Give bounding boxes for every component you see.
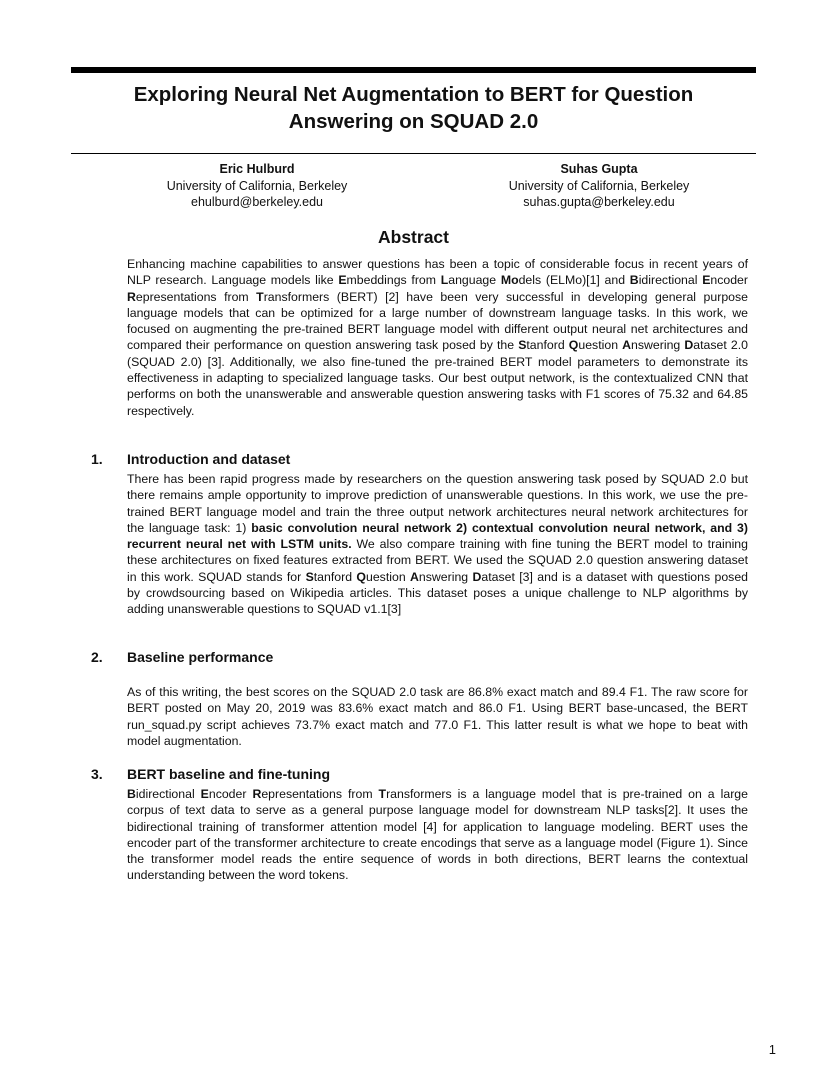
abstract-text: Enhancing machine capabilities to answer questions has been a topic of considerable focus in recent years of NLP research. Language models like Embeddings from Language Models (ELMo)[1] and Bidirectional Encoder Representations from Transformers (BERT) [2] have been very successful in developing general purpose language models that can be optimized for a large number of downstream language tasks. In this work, we focused on augmenting the pre-trained BERT language model with different output neural net architectures and compared their performance on question answering task posed by the Stanford Question Answering Dataset 2.0 (SQUAD 2.0) [3]. Additionally, we also fine-tuned the pre-trained BERT model parameters to demonstrate its effectiveness in adapting to specialized language tasks. Our best output network, is the contextualized CNN that performs on both the unanswerable and answerable question answering tasks with F1 scores of 75.32 and 64.85 respectively. [127,257,748,418]
paper-title [71,81,756,135]
author-affiliation: University of California, Berkeley [508,178,690,193]
title-line-2: Answering on SQUAD 2.0 [288,110,539,133]
top-rule [71,67,756,73]
section-title: BERT baseline and fine-tuning [127,766,331,782]
section-body: There has been rapid progress made by researchers on the question answering task posed by SQUAD 2.0 but there remains ample opportunity to improve prediction of unanswerable questions. In this work, we use the pre-trained BERT language model and train the three output network architectures neural network architectures for the language task: 1) basic convolution neural network 2) contextual convolution neural network, and 3) recurrent neural net with LSTM units. We also compare training with fine tuning the BERT model to training these architectures on fixed features extracted from BERT. We used the SQUAD 2.0 question answering dataset in this work. SQUAD stands for Stanford Question Answering Dataset [3] and is a dataset with questions posed by crowdsourcing based on Wikipedia articles. This dataset poses a unique challenge to NLP algorithms by adding unanswerable questions to SQUAD v1.1[3] [127,472,748,617]
title-rule [71,153,756,154]
section-number: 3. [91,766,103,782]
page-number: 1 [768,1042,776,1057]
author-email: suhas.gupta@berkeley.edu [523,195,675,209]
author-1 [112,161,402,211]
section-body: As of this writing, the best scores on the SQUAD 2.0 task are 86.8% exact match and 89.4 F1. The raw score for BERT posted on May 20, 2019 was 83.6% exact match and 86.0 F1. Using BERT base-uncased, the BERT run_squad.py script achieves 73.7% exact match and 77.0 F1. This latter result is what we hope to beat with model augmentation. [127,685,748,748]
title-line-1: Exploring Neural Net Augmentation to BERT for Question [133,83,694,106]
author-name: Eric Hulburd [219,162,295,176]
section-body: Bidirectional Encoder Representations from Transformers is a language model that is pre-trained on a large corpus of text data to serve as a general purpose language model for downstream NLP tasks[2]. It uses the bidirectional training of transformer attention model [4] for application to language modeling. BERT uses the encoder part of the transformer architecture to create encodings that serve as a language model (Figure 1). Since the transformer model reads the entire sequence of words in both directions, BERT learns the contextual understanding between the word tokens. [127,787,748,883]
abstract-heading: Abstract [378,227,449,247]
section-number: 1. [91,451,103,467]
section-number: 2. [91,649,103,665]
section-title: Baseline performance [127,649,274,665]
author-2 [454,161,744,211]
author-email: ehulburd@berkeley.edu [191,195,323,209]
author-name: Suhas Gupta [560,162,638,176]
section-title: Introduction and dataset [127,451,291,467]
author-affiliation: University of California, Berkeley [166,178,348,193]
